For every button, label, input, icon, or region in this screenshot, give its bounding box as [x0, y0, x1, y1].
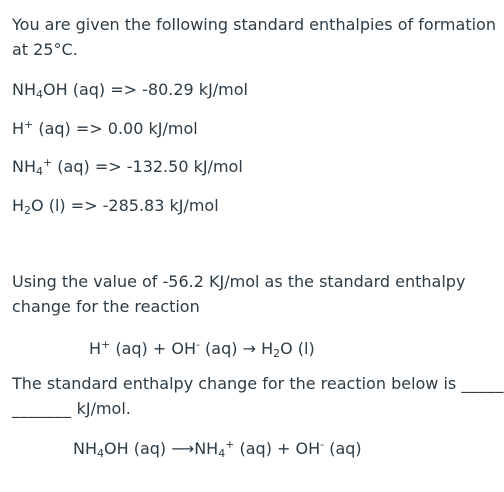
superscript: +: [43, 156, 53, 169]
formation-h-plus: [12, 117, 198, 141]
formula-text: H: [12, 119, 25, 138]
reaction-text: (aq) + OH: [234, 439, 321, 458]
answer-blank: _______: [12, 399, 72, 418]
reaction-text: (aq): [324, 439, 362, 458]
formula-text: (aq) => -132.50 kJ/mol: [52, 157, 243, 176]
reaction-text: (aq) + OH: [110, 339, 196, 358]
subscript: 4: [218, 447, 226, 460]
intro-line-1: You are given the following standard enthalpies of formation: [12, 15, 496, 34]
subscript: 4: [97, 447, 104, 460]
question-text: kJ/mol.: [71, 399, 131, 418]
formula-text: O (l) => -285.83 kJ/mol: [31, 196, 219, 215]
answer-blank: _____: [461, 374, 504, 393]
reaction-text: H: [89, 339, 102, 358]
question-text: The standard enthalpy change for the reaction below is: [12, 374, 457, 393]
intro-line-2: at 25°C.: [12, 40, 78, 59]
superscript: -: [195, 338, 200, 351]
formula-text: (aq) => 0.00 kJ/mol: [33, 119, 198, 138]
superscript: +: [24, 118, 34, 131]
superscript: +: [225, 438, 235, 451]
formation-nh4-plus: [12, 155, 243, 179]
question-line-2: [12, 397, 131, 421]
formula-text: NH: [12, 80, 36, 99]
reaction-arrow: ⟶: [171, 439, 195, 458]
reaction-text: (aq) → H: [199, 339, 274, 358]
reaction-2: [73, 437, 362, 461]
subscript: 2: [24, 204, 32, 217]
reaction-1: [89, 337, 315, 361]
reaction-text: NH: [73, 439, 97, 458]
formula-text: NH: [12, 157, 36, 176]
superscript: +: [101, 338, 111, 351]
reaction-text: OH (aq): [104, 439, 172, 458]
subscript: 4: [36, 88, 43, 101]
subscript: 2: [273, 347, 281, 360]
reaction-text: NH: [194, 439, 219, 458]
given-line-2: change for the reaction: [12, 297, 200, 316]
formula-text: OH (aq) => -80.29 kJ/mol: [43, 80, 248, 99]
superscript: -: [320, 438, 325, 451]
formation-nh4oh: [12, 78, 248, 102]
subscript: 4: [36, 165, 43, 178]
formation-h2o: [12, 194, 219, 218]
formula-text: H: [12, 196, 25, 215]
question-line-1: [12, 372, 504, 396]
given-line-1: Using the value of -56.2 KJ/mol as the standard enthalpy: [12, 272, 466, 291]
reaction-text: O (l): [280, 339, 315, 358]
